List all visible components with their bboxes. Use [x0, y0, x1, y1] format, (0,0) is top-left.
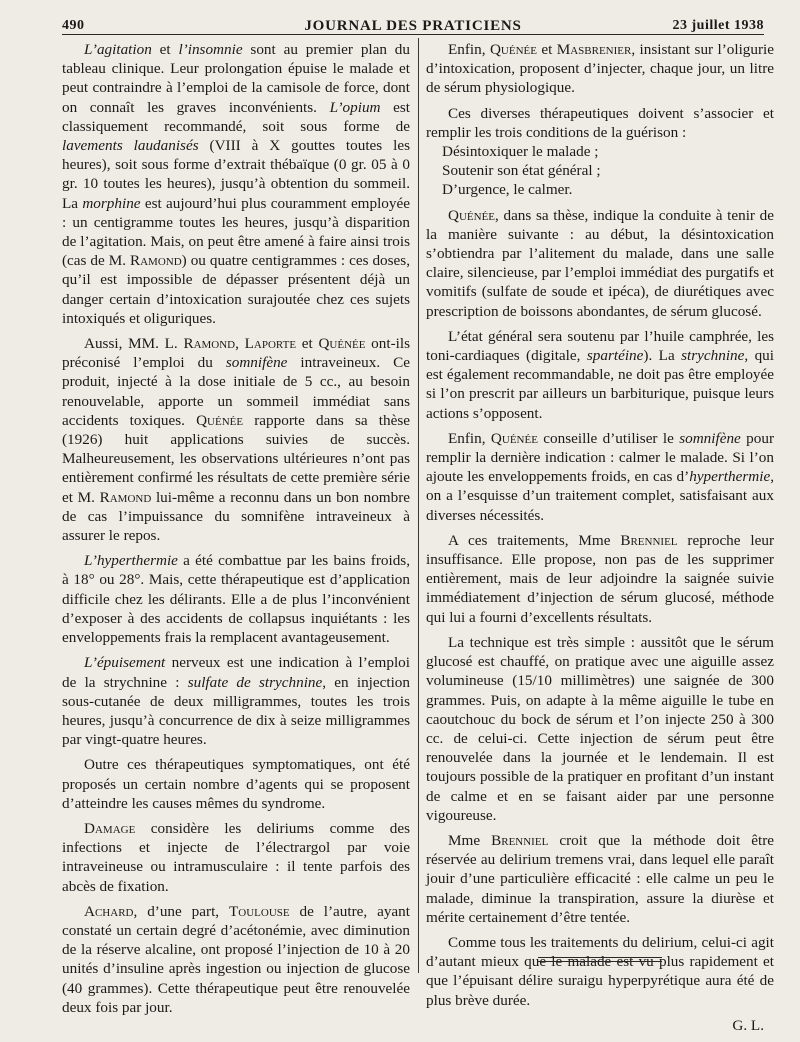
paragraph-conclusion: Comme tous les traitements du delirium, celui-ci agit d’autant mieux que le malade est vu plus rapidement et que l’épuisant délire suraigu hyperpyrétique aura été de plus brève durée. — [426, 933, 774, 1009]
end-rule-top — [538, 957, 662, 958]
paragraph-damage: Damage considère les deliriums comme des infections et injecte de l’électrargol par voie intraveineuse ou intramusculaire : il tente parfois des abcès de fixation. — [62, 819, 410, 895]
journal-title: JOURNAL DES PRATICIENS — [304, 18, 522, 34]
paragraph-saignee: A ces traitements, Mme Brenniel reproche leur insuffisance. Elle propose, non pas de les supprimer entièrement, mais de leur adjoindre la saignée suivie immédiatement d’injection de sérum glucosé, méthode qui lui a fourni d’excellents résultats. — [426, 531, 775, 626]
end-rule-bottom — [538, 961, 662, 962]
paragraph-conditions: Ces diverses thérapeutiques doivent s’associer et remplir les trois conditions de la guérison : — [426, 104, 774, 141]
list-item: Soutenir son état général ; — [442, 162, 601, 180]
author-signature: G. L. — [732, 1016, 764, 1034]
right-column — [426, 40, 774, 1041]
paragraph-therapeutiques: Outre ces thérapeutiques symptomatiques, ont été proposés un certain nombre d’agents qui se proposent d’atteindre les causes mêmes du syndrome. — [62, 756, 410, 812]
left-column — [62, 40, 410, 1023]
header-rule — [62, 34, 764, 35]
paragraph-conduite: Quénée, dans sa thèse, indique la conduite à tenir de la manière suivante : au début, la désintoxication s’obtiendra par l’alitement du malade, dans une salle claire, silencieuse, par l’emploi immédiat des purgatifs et vomitifs (sulfate de soude et ipéca), de diurétiques avec prescription de boissons abondantes, de sérum glucosé. — [426, 206, 774, 320]
paragraph-oligurie: Enfin, Quénée et Masbrenier, insistant sur l’oligurie d’intoxication, proposent d’injecter, chaque jour, un litre de sérum physiologique. — [426, 41, 774, 97]
paragraph-delirium-tremens: Mme Brenniel croit que la méthode doit être réservée au delirium tremens vrai, dans lequel elle paraît jouir d’une particulière efficacité : elle calme un peu le malade, diminue la transpiration, assure la diurèse et mérite certainement d’être tentée. — [426, 831, 774, 926]
paragraph-calmer: Enfin, Quénée conseille d’utiliser le somnifène pour remplir la dernière indication : calmer le malade. Si l’on ajoute les enveloppements froids, en cas d’hyperthermie, on a l’esquisse d’un traitement complet, satisfaisant aux diverses nécessités. — [426, 429, 775, 524]
paragraph-etat-general: L’état général sera soutenu par l’huile camphrée, les toni-cardiaques (digitale, spartéine). La strychnine, qui est également recommandable, ne doit pas être employée si l’on prescrit par ailleurs un barbiturique, puisque leurs actions s’opposent. — [426, 327, 774, 422]
paragraph-agitation: L’agitation et l’insomnie sont au premier plan du tableau clinique. Leur prolongation épuise le malade et peut contraindre à l’emploi de la camisole de force, dont on connaît les graves inconvénients. L’opium est classiquement recommandé, soit sous forme de lavements laudanisés (VIII à X gouttes toutes les heures), soit sous forme d’extrait thébaïque (0 gr. 05 à 0 gr. 10 toutes les heures), jusqu’à obtention du sommeil. La morphine est aujourd’hui plus couramment employée : un centigramme toutes les heures, jusqu’à disparition de l’agitation. Mais, on peut être amené à faire ainsi trois (cas de M. Ramond) ou quatre centigrammes : ces doses, qu’il est impossible de dépasser présentent déjà un danger certain d’intoxication surajoutée chez ces sujets intoxiqués et oliguriques. — [62, 41, 410, 327]
list-item: D’urgence, le calmer. — [442, 181, 573, 199]
list-item: Désintoxiquer le malade ; — [442, 143, 599, 161]
column-divider — [418, 38, 419, 973]
paragraph-somnifene: Aussi, MM. L. Ramond, Laporte et Quénée ont-ils préconisé l’emploi du somnifène intraveineux. Ce produit, injecté à la dose initiale de 5 cc., au besoin renouvelable, apporte un sommeil immédiat sans accidents toxiques. Quénée rapporte dans sa thèse (1926) huit applications suivies de succès. Malheureusement, les observations ultérieures n’ont pas entièrement confirmé les résultats de cette première série et M. Ramond lui-même a reconnu dans un bon nombre de cas l’impuissance du somnifène intraveineux à assurer le repos. — [62, 335, 411, 545]
issue-date: 23 juillet 1938 — [672, 18, 764, 33]
paragraph-hyperthermie: L’hyperthermie a été combattue par les bains froids, à 18° ou 28°. Mais, cette thérapeutique est d’application difficile chez les délirants. Elle a de plus l’inconvénient d’exposer à des accidents de collapsus inquiétants : les enveloppements frais la remplacent avantageusement. — [62, 552, 410, 647]
paragraph-technique: La technique est très simple : aussitôt que le sérum glucosé est chauffé, on pratique avec une aiguille assez volumineuse (15/10 millimètres) une saignée de 300 grammes. Puis, on adapte à la même aiguille le tube en caoutchouc du bock de sérum et l’on injecte 250 à 300 cc. de celui-ci. Cette injection de sérum peut être renouvelée dans la journée et le lendemain. Il est toujours possible de la pratiquer en profitant d’un instant de calme et en se faisant aider par une personne vigoureuse. — [426, 633, 774, 824]
paragraph-epuisement: L’épuisement nerveux est une indication à l’emploi de la strychnine : sulfate de strychnine, en injection sous-cutanée de deux milligrammes, toutes les trois heures, jusqu’à concurrence de dix à seize milligrammes par vingt-quatre heures. — [62, 654, 410, 749]
page-number: 490 — [62, 18, 85, 33]
paragraph-achard: Achard, d’une part, Toulouse de l’autre, ayant constaté un certain degré d’acétonémie, avec diminution de la réserve alcaline, ont proposé l’injection de 10 à 20 unités d’insuline après ingestion ou injection de glucose (40 grammes). Cette thérapeutique peut être renouvelée deux fois par jour. — [62, 902, 410, 1016]
